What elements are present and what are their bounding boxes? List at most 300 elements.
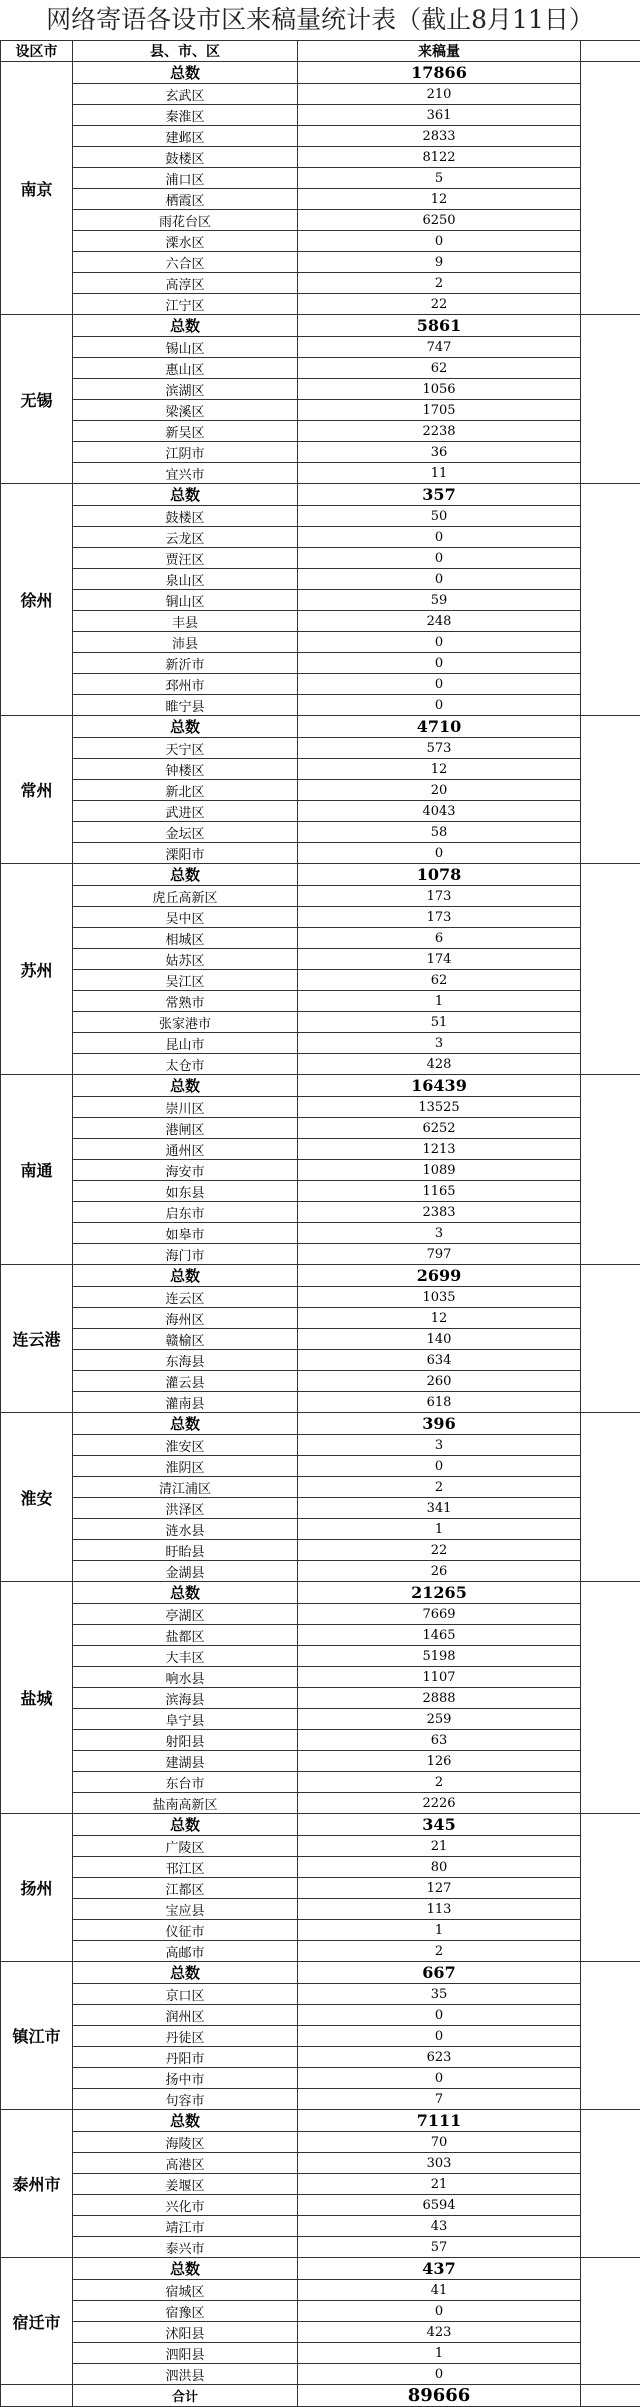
table-row [1, 2132, 640, 2153]
district-count: 797 [298, 1244, 581, 1265]
district-count: 3 [298, 1033, 581, 1054]
district-name: 张家港市 [73, 1012, 298, 1033]
city-name: 连云港 [1, 1265, 73, 1413]
district-count: 22 [298, 294, 581, 315]
table-row [1, 1688, 640, 1709]
district-count: 36 [298, 442, 581, 463]
table-row [1, 611, 640, 632]
district-name: 新北区 [73, 780, 298, 801]
district-count: 573 [298, 738, 581, 759]
district-count: 21 [298, 2174, 581, 2195]
district-name: 铜山区 [73, 590, 298, 611]
city-name: 南京 [1, 62, 73, 315]
table-row [1, 1223, 640, 1244]
district-count: 0 [298, 632, 581, 653]
district-name: 邳州市 [73, 674, 298, 695]
total-label: 总数 [73, 1413, 298, 1435]
table-row [1, 949, 640, 970]
city-total-row [1, 1075, 640, 1097]
table-row [1, 1456, 640, 1477]
table-row [1, 2322, 640, 2343]
district-name: 宿豫区 [73, 2301, 298, 2322]
district-name: 东台市 [73, 1772, 298, 1793]
district-count: 50 [298, 506, 581, 527]
district-count: 747 [298, 337, 581, 358]
table-row [1, 147, 640, 168]
district-name: 涟水县 [73, 1519, 298, 1540]
district-count: 11 [298, 463, 581, 484]
table-row [1, 590, 640, 611]
blank-cell [581, 2258, 640, 2385]
district-name: 建邺区 [73, 126, 298, 147]
district-count: 173 [298, 907, 581, 928]
district-name: 天宁区 [73, 738, 298, 759]
district-count: 62 [298, 970, 581, 991]
district-name: 金湖县 [73, 1561, 298, 1582]
district-count: 1 [298, 1920, 581, 1941]
district-name: 宝应县 [73, 1899, 298, 1920]
district-name: 新沂市 [73, 653, 298, 674]
table-row [1, 1878, 640, 1899]
district-count: 12 [298, 1308, 581, 1329]
district-name: 溧阳市 [73, 843, 298, 864]
table-row [1, 1793, 640, 1814]
district-count: 43 [298, 2216, 581, 2237]
table-row [1, 1836, 640, 1857]
district-name: 连云区 [73, 1287, 298, 1308]
district-count: 0 [298, 695, 581, 716]
table-row [1, 2364, 640, 2385]
district-name: 江都区 [73, 1878, 298, 1899]
district-count: 260 [298, 1371, 581, 1392]
district-name: 泗阳县 [73, 2343, 298, 2364]
table-row [1, 907, 640, 928]
district-name: 启东市 [73, 1202, 298, 1223]
district-count: 623 [298, 2047, 581, 2068]
total-label: 总数 [73, 1075, 298, 1097]
district-name: 吴江区 [73, 970, 298, 991]
district-name: 阜宁县 [73, 1709, 298, 1730]
blank-cell [581, 2110, 640, 2258]
district-name: 赣榆区 [73, 1329, 298, 1350]
district-name: 昆山市 [73, 1033, 298, 1054]
table-row [1, 1751, 640, 1772]
table-row [1, 421, 640, 442]
table-row [1, 1329, 640, 1350]
total-value: 396 [298, 1413, 581, 1435]
district-count: 22 [298, 1540, 581, 1561]
district-name: 如东县 [73, 1181, 298, 1202]
total-label: 总数 [73, 315, 298, 337]
city-name: 南通 [1, 1075, 73, 1265]
district-name: 浦口区 [73, 168, 298, 189]
district-count: 2 [298, 1477, 581, 1498]
table-row [1, 1984, 640, 2005]
header-count: 来稿量 [298, 41, 581, 62]
total-label: 总数 [73, 2110, 298, 2132]
district-name: 宿城区 [73, 2280, 298, 2301]
table-row [1, 1561, 640, 1582]
district-count: 174 [298, 949, 581, 970]
grand-total-value: 89666 [298, 2385, 581, 2407]
district-count: 1056 [298, 379, 581, 400]
table-row [1, 1350, 640, 1371]
district-name: 溧水区 [73, 231, 298, 252]
district-count: 423 [298, 2322, 581, 2343]
table-row [1, 1392, 640, 1413]
district-name: 海州区 [73, 1308, 298, 1329]
table-row [1, 210, 640, 231]
city-name: 镇江市 [1, 1962, 73, 2110]
table-row [1, 1709, 640, 1730]
district-count: 4043 [298, 801, 581, 822]
district-count: 6252 [298, 1118, 581, 1139]
district-count: 51 [298, 1012, 581, 1033]
district-name: 秦淮区 [73, 105, 298, 126]
district-name: 扬中市 [73, 2068, 298, 2089]
table-row [1, 1054, 640, 1075]
city-name: 扬州 [1, 1814, 73, 1962]
district-name: 睢宁县 [73, 695, 298, 716]
table-row [1, 548, 640, 569]
total-value: 7111 [298, 2110, 581, 2132]
city-name: 常州 [1, 716, 73, 864]
blank-cell [581, 864, 640, 1075]
district-count: 341 [298, 1498, 581, 1519]
district-name: 惠山区 [73, 358, 298, 379]
district-name: 大丰区 [73, 1646, 298, 1667]
district-count: 140 [298, 1329, 581, 1350]
table-row [1, 1308, 640, 1329]
blank-cell [581, 1265, 640, 1413]
district-name: 崇川区 [73, 1097, 298, 1118]
district-count: 1465 [298, 1625, 581, 1646]
district-name: 盐都区 [73, 1625, 298, 1646]
district-count: 62 [298, 358, 581, 379]
table-row [1, 1202, 640, 1223]
total-label: 总数 [73, 1582, 298, 1604]
district-count: 0 [298, 527, 581, 548]
district-count: 5 [298, 168, 581, 189]
table-row [1, 2237, 640, 2258]
district-name: 东海县 [73, 1350, 298, 1371]
total-label: 总数 [73, 2258, 298, 2280]
district-name: 港闸区 [73, 1118, 298, 1139]
district-count: 1 [298, 991, 581, 1012]
table-row [1, 1371, 640, 1392]
district-count: 58 [298, 822, 581, 843]
district-name: 高淳区 [73, 273, 298, 294]
table-row [1, 1477, 640, 1498]
district-count: 7669 [298, 1604, 581, 1625]
district-count: 80 [298, 1857, 581, 1878]
city-name: 徐州 [1, 484, 73, 716]
district-count: 259 [298, 1709, 581, 1730]
page-title: 网络寄语各设市区来稿量统计表（截止8月11日） [0, 0, 640, 40]
table-row [1, 1435, 640, 1456]
blank-cell [581, 716, 640, 864]
district-name: 沭阳县 [73, 2322, 298, 2343]
blank-cell [581, 1075, 640, 1265]
table-row [1, 991, 640, 1012]
table-row [1, 189, 640, 210]
header-district: 县、市、区 [73, 41, 298, 62]
district-count: 0 [298, 843, 581, 864]
table-row [1, 2005, 640, 2026]
table-row [1, 2216, 640, 2237]
city-total-row [1, 716, 640, 738]
district-name: 贾汪区 [73, 548, 298, 569]
district-count: 0 [298, 548, 581, 569]
district-count: 20 [298, 780, 581, 801]
district-count: 0 [298, 1456, 581, 1477]
table-row [1, 463, 640, 484]
district-count: 361 [298, 105, 581, 126]
district-name: 相城区 [73, 928, 298, 949]
district-count: 59 [298, 590, 581, 611]
district-count: 1089 [298, 1160, 581, 1181]
blank-cell [581, 1413, 640, 1582]
table-row [1, 252, 640, 273]
table-row [1, 1772, 640, 1793]
district-name: 虎丘高新区 [73, 886, 298, 907]
district-count: 2226 [298, 1793, 581, 1814]
total-label: 总数 [73, 1265, 298, 1287]
total-value: 357 [298, 484, 581, 506]
district-name: 武进区 [73, 801, 298, 822]
city-total-row [1, 315, 640, 337]
table-row [1, 126, 640, 147]
district-name: 滨海县 [73, 1688, 298, 1709]
district-name: 邗江区 [73, 1857, 298, 1878]
table-row [1, 1730, 640, 1751]
table-row [1, 2343, 640, 2364]
district-count: 12 [298, 759, 581, 780]
table-row [1, 1118, 640, 1139]
table-row [1, 2174, 640, 2195]
table-row [1, 400, 640, 421]
table-row [1, 822, 640, 843]
district-name: 灌南县 [73, 1392, 298, 1413]
district-name: 泗洪县 [73, 2364, 298, 2385]
district-name: 句容市 [73, 2089, 298, 2110]
district-count: 1035 [298, 1287, 581, 1308]
district-name: 射阳县 [73, 1730, 298, 1751]
district-name: 广陵区 [73, 1836, 298, 1857]
table-row [1, 886, 640, 907]
table-row [1, 1519, 640, 1540]
table-row [1, 1498, 640, 1519]
table-row [1, 1287, 640, 1308]
district-name: 盐南高新区 [73, 1793, 298, 1814]
table-row [1, 2280, 640, 2301]
district-name: 海陵区 [73, 2132, 298, 2153]
table-row [1, 442, 640, 463]
total-label: 总数 [73, 1814, 298, 1836]
blank-cell [581, 315, 640, 484]
district-name: 鼓楼区 [73, 147, 298, 168]
district-count: 1 [298, 2343, 581, 2364]
district-name: 如皋市 [73, 1223, 298, 1244]
district-count: 113 [298, 1899, 581, 1920]
district-count: 428 [298, 1054, 581, 1075]
district-name: 栖霞区 [73, 189, 298, 210]
district-count: 6 [298, 928, 581, 949]
district-count: 618 [298, 1392, 581, 1413]
district-count: 5198 [298, 1646, 581, 1667]
district-name: 丰县 [73, 611, 298, 632]
district-name: 玄武区 [73, 84, 298, 105]
total-value: 437 [298, 2258, 581, 2280]
district-name: 太仓市 [73, 1054, 298, 1075]
table-row [1, 506, 640, 527]
table-row [1, 2153, 640, 2174]
district-name: 新吴区 [73, 421, 298, 442]
city-total-row [1, 1962, 640, 1984]
district-count: 634 [298, 1350, 581, 1371]
statistics-table [0, 40, 640, 2407]
district-count: 57 [298, 2237, 581, 2258]
total-label: 总数 [73, 484, 298, 506]
city-total-row [1, 62, 640, 84]
district-name: 吴中区 [73, 907, 298, 928]
table-row [1, 1160, 640, 1181]
district-name: 泉山区 [73, 569, 298, 590]
table-row [1, 632, 640, 653]
table-row [1, 273, 640, 294]
total-value: 4710 [298, 716, 581, 738]
district-name: 金坛区 [73, 822, 298, 843]
district-count: 173 [298, 886, 581, 907]
table-row [1, 1857, 640, 1878]
table-row [1, 569, 640, 590]
total-value: 1078 [298, 864, 581, 886]
district-count: 41 [298, 2280, 581, 2301]
table-row [1, 1540, 640, 1561]
district-count: 2 [298, 1941, 581, 1962]
total-value: 21265 [298, 1582, 581, 1604]
table-row [1, 2089, 640, 2110]
district-name: 靖江市 [73, 2216, 298, 2237]
district-count: 0 [298, 674, 581, 695]
table-row [1, 1667, 640, 1688]
district-name: 宜兴市 [73, 463, 298, 484]
district-count: 7 [298, 2089, 581, 2110]
grand-total-label: 合计 [73, 2385, 298, 2407]
district-name: 云龙区 [73, 527, 298, 548]
table-row [1, 358, 640, 379]
table-row [1, 1139, 640, 1160]
total-value: 667 [298, 1962, 581, 1984]
total-value: 2699 [298, 1265, 581, 1287]
district-name: 灌云县 [73, 1371, 298, 1392]
total-label: 总数 [73, 1962, 298, 1984]
district-name: 建湖县 [73, 1751, 298, 1772]
district-count: 2888 [298, 1688, 581, 1709]
blank-cell [581, 62, 640, 315]
district-count: 0 [298, 653, 581, 674]
district-count: 35 [298, 1984, 581, 2005]
district-count: 26 [298, 1561, 581, 1582]
district-name: 常熟市 [73, 991, 298, 1012]
total-value: 16439 [298, 1075, 581, 1097]
city-total-row [1, 1265, 640, 1287]
table-row [1, 1646, 640, 1667]
district-name: 洪泽区 [73, 1498, 298, 1519]
district-name: 高邮市 [73, 1941, 298, 1962]
district-count: 8122 [298, 147, 581, 168]
district-count: 1705 [298, 400, 581, 421]
district-count: 0 [298, 2364, 581, 2385]
grand-total-blank-right [581, 2385, 640, 2407]
district-name: 高港区 [73, 2153, 298, 2174]
district-count: 63 [298, 1730, 581, 1751]
table-body [1, 62, 640, 2407]
table-row [1, 928, 640, 949]
table-row [1, 105, 640, 126]
city-total-row [1, 484, 640, 506]
table-row [1, 1097, 640, 1118]
table-row [1, 1625, 640, 1646]
district-name: 海门市 [73, 1244, 298, 1265]
district-name: 姑苏区 [73, 949, 298, 970]
district-count: 6594 [298, 2195, 581, 2216]
header-blank [581, 41, 640, 62]
grand-total-row [1, 2385, 640, 2407]
table-row [1, 843, 640, 864]
district-name: 海安市 [73, 1160, 298, 1181]
table-row [1, 1920, 640, 1941]
table-row [1, 2301, 640, 2322]
city-total-row [1, 1814, 640, 1836]
table-row [1, 1244, 640, 1265]
table-row [1, 2047, 640, 2068]
district-name: 梁溪区 [73, 400, 298, 421]
table-row [1, 2068, 640, 2089]
table-row [1, 801, 640, 822]
city-total-row [1, 2110, 640, 2132]
table-row [1, 84, 640, 105]
city-name: 泰州市 [1, 2110, 73, 2258]
table-row [1, 738, 640, 759]
table-row [1, 653, 640, 674]
city-total-row [1, 864, 640, 886]
district-name: 亭湖区 [73, 1604, 298, 1625]
district-count: 2 [298, 273, 581, 294]
total-label: 总数 [73, 864, 298, 886]
table-row [1, 1899, 640, 1920]
district-name: 沛县 [73, 632, 298, 653]
district-count: 1 [298, 1519, 581, 1540]
table-row [1, 1941, 640, 1962]
district-count: 0 [298, 231, 581, 252]
header-row [1, 41, 640, 62]
total-value: 5861 [298, 315, 581, 337]
district-count: 1165 [298, 1181, 581, 1202]
table-row [1, 1181, 640, 1202]
district-name: 锡山区 [73, 337, 298, 358]
table-row [1, 168, 640, 189]
district-name: 丹徒区 [73, 2026, 298, 2047]
district-count: 0 [298, 2068, 581, 2089]
city-name: 淮安 [1, 1413, 73, 1582]
district-count: 210 [298, 84, 581, 105]
city-total-row [1, 1582, 640, 1604]
district-count: 248 [298, 611, 581, 632]
total-value: 17866 [298, 62, 581, 84]
district-name: 响水县 [73, 1667, 298, 1688]
district-name: 京口区 [73, 1984, 298, 2005]
